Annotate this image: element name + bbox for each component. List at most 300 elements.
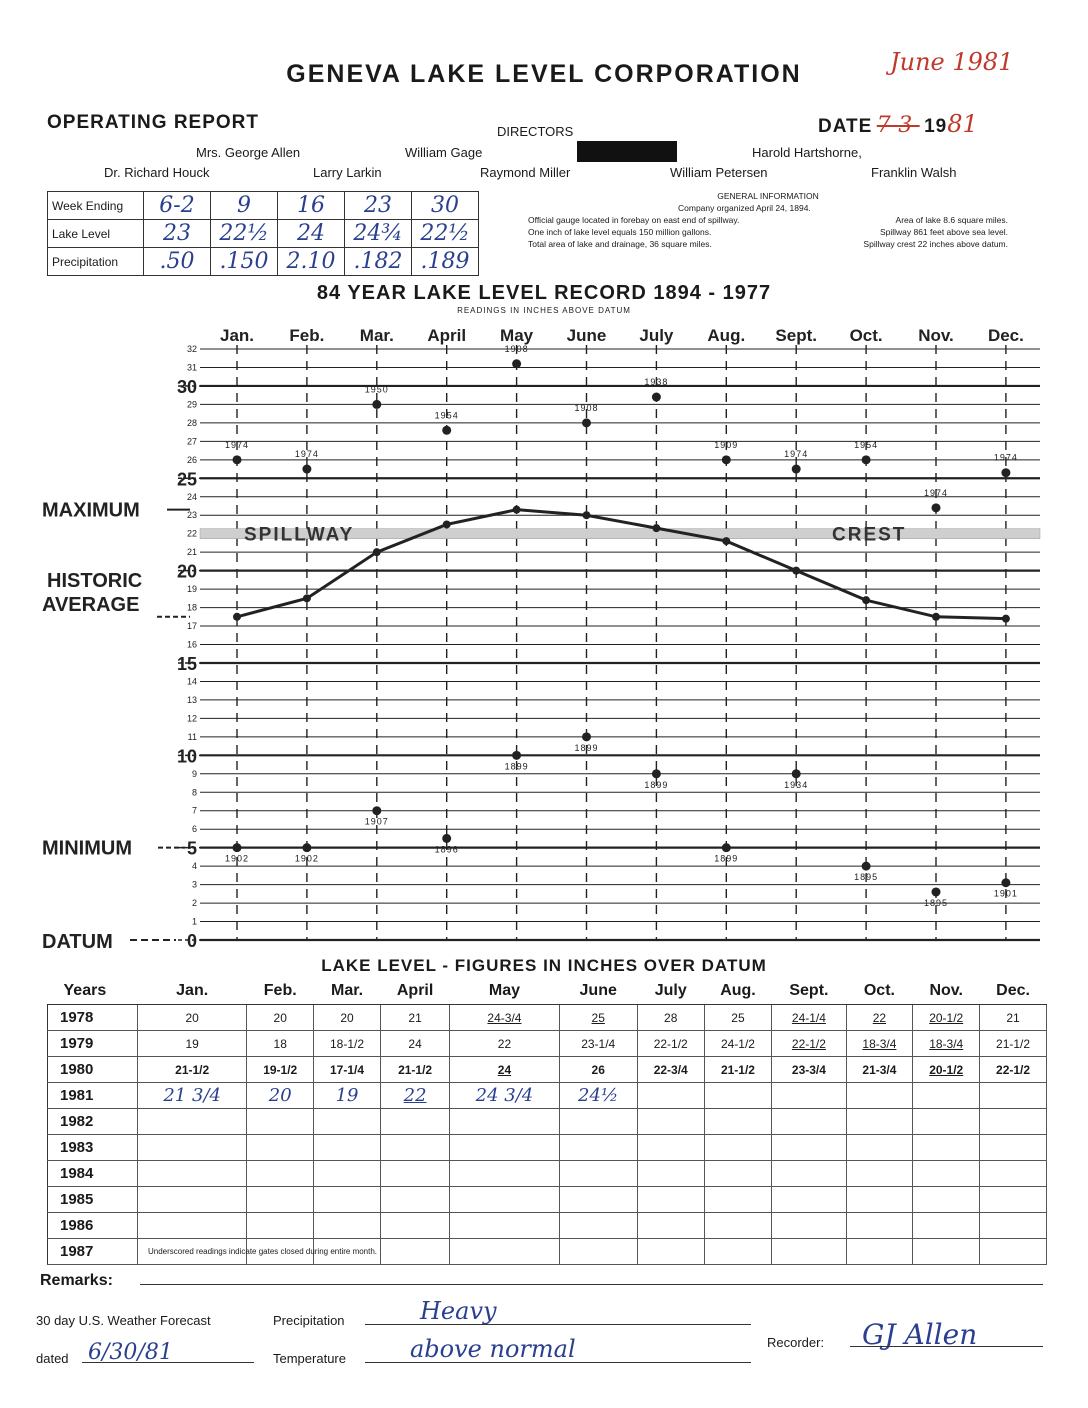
y-tick-label: 18 bbox=[186, 602, 197, 613]
level-value-cell: 18-3/4 bbox=[913, 1031, 980, 1057]
level-value-cell bbox=[559, 1239, 637, 1265]
record-low-year-label: 1895 bbox=[923, 897, 949, 908]
level-value-cell bbox=[559, 1187, 637, 1213]
level-value-cell bbox=[637, 1187, 704, 1213]
director-name: Harold Hartshorne, bbox=[752, 145, 862, 160]
record-low-point bbox=[862, 862, 871, 871]
level-value-cell bbox=[637, 1239, 704, 1265]
year-cell: 1978 bbox=[48, 1005, 138, 1031]
crest-label: CREST bbox=[832, 524, 907, 546]
level-value-cell bbox=[846, 1083, 913, 1109]
level-value-cell bbox=[704, 1109, 772, 1135]
level-cell: 22½ bbox=[211, 220, 278, 248]
month-label: Feb. bbox=[289, 326, 325, 345]
level-value-cell: 20 bbox=[314, 1005, 381, 1031]
level-value-cell bbox=[980, 1239, 1047, 1265]
level-value-cell bbox=[138, 1135, 247, 1161]
y-tick-label: 21 bbox=[186, 547, 197, 558]
average-point bbox=[373, 548, 381, 556]
y-tick-label: 24 bbox=[186, 491, 197, 502]
record-low-year-label: 1899 bbox=[574, 742, 599, 753]
level-value-cell bbox=[772, 1213, 846, 1239]
level-value-cell bbox=[846, 1109, 913, 1135]
level-value-cell bbox=[913, 1187, 980, 1213]
director-name: Raymond Miller bbox=[480, 165, 571, 180]
table-row bbox=[48, 1109, 1047, 1135]
y-tick-label: 31 bbox=[186, 362, 197, 373]
average-label: AVERAGE bbox=[42, 593, 140, 616]
y-tick-label: 29 bbox=[186, 399, 197, 410]
level-value-cell bbox=[380, 1135, 449, 1161]
record-high-point bbox=[372, 400, 381, 409]
record-low-year-label: 1901 bbox=[993, 888, 1018, 899]
level-value-cell: 21 bbox=[980, 1005, 1047, 1031]
month-header: Feb. bbox=[247, 978, 314, 1005]
date-year-prefix: 19 bbox=[924, 116, 948, 137]
level-value-cell bbox=[704, 1135, 772, 1161]
table-row bbox=[48, 1031, 1047, 1057]
average-point bbox=[303, 594, 311, 602]
level-value-cell bbox=[138, 1109, 247, 1135]
y-tick-label: 27 bbox=[186, 436, 197, 447]
level-value-cell: 24 bbox=[380, 1031, 449, 1057]
month-header: Jan. bbox=[138, 978, 247, 1005]
month-header: July bbox=[637, 978, 704, 1005]
level-value-cell bbox=[704, 1161, 772, 1187]
level-value-cell bbox=[980, 1161, 1047, 1187]
month-header: Mar. bbox=[314, 978, 381, 1005]
month-header: June bbox=[559, 978, 637, 1005]
maximum-label: MAXIMUM bbox=[42, 499, 140, 522]
recorder-line bbox=[850, 1346, 1043, 1347]
table-row bbox=[48, 1005, 1047, 1031]
date-label: DATE bbox=[818, 116, 873, 137]
level-value-cell: 20-1/2 bbox=[913, 1057, 980, 1083]
recorder-label: Recorder: bbox=[767, 1335, 825, 1350]
week-ending-label: Week Ending bbox=[48, 192, 144, 220]
level-value-cell bbox=[846, 1239, 913, 1265]
recorder-signature: GJ Allen bbox=[862, 1318, 978, 1351]
level-value-cell: 24-3/4 bbox=[450, 1005, 559, 1031]
precip-cell: .150 bbox=[211, 248, 278, 276]
level-value-cell bbox=[704, 1213, 772, 1239]
y-tick-label: 15 bbox=[176, 653, 197, 674]
record-low-point bbox=[932, 887, 941, 896]
level-value-cell bbox=[247, 1161, 314, 1187]
y-tick-label: 7 bbox=[191, 805, 197, 816]
director-name: Larry Larkin bbox=[313, 165, 382, 180]
record-high-point bbox=[862, 455, 871, 464]
level-value-cell bbox=[772, 1187, 846, 1213]
month-label: July bbox=[639, 326, 674, 345]
month-label: Nov. bbox=[918, 326, 954, 345]
page-title: GENEVA LAKE LEVEL CORPORATION bbox=[286, 60, 802, 88]
level-value-cell bbox=[314, 1161, 381, 1187]
record-high-year-label: 1974 bbox=[923, 487, 949, 498]
week-cell: 6-2 bbox=[144, 192, 211, 220]
record-high-point bbox=[792, 465, 801, 474]
month-label: May bbox=[500, 326, 534, 345]
average-point bbox=[1002, 615, 1010, 623]
y-tick-label: 13 bbox=[186, 694, 197, 705]
level-cell: 24 bbox=[278, 220, 345, 248]
average-point bbox=[583, 511, 591, 519]
record-low-year-label: 1934 bbox=[784, 779, 809, 790]
level-value-cell bbox=[380, 1161, 449, 1187]
month-header: May bbox=[450, 978, 559, 1005]
y-tick-label: 6 bbox=[191, 824, 197, 835]
level-value-cell: 21-1/2 bbox=[380, 1057, 449, 1083]
year-cell: 1987 bbox=[48, 1239, 138, 1265]
level-value-cell: 18 bbox=[247, 1031, 314, 1057]
level-value-cell: 18-1/2 bbox=[314, 1031, 381, 1057]
week-cell: 16 bbox=[278, 192, 345, 220]
record-low-point bbox=[442, 834, 451, 843]
underscore-footnote: Underscored readings indicate gates closed during entire month. bbox=[148, 1247, 378, 1256]
level-value-cell bbox=[247, 1109, 314, 1135]
y-tick-label: 9 bbox=[191, 768, 197, 779]
level-value-cell bbox=[637, 1213, 704, 1239]
level-value-cell: 22 bbox=[380, 1083, 449, 1109]
month-label: Jan. bbox=[219, 326, 255, 345]
month-label: April bbox=[427, 326, 467, 345]
month-header: Dec. bbox=[980, 978, 1047, 1005]
precip-cell: .182 bbox=[345, 248, 412, 276]
level-value-cell bbox=[314, 1213, 381, 1239]
forecast-temperature-value: above normal bbox=[410, 1335, 576, 1363]
y-tick-label: 0 bbox=[186, 931, 197, 951]
level-value-cell bbox=[704, 1187, 772, 1213]
record-low-point bbox=[1001, 878, 1010, 887]
level-value-cell: 21 3/4 bbox=[138, 1083, 247, 1109]
y-tick-label: 4 bbox=[191, 861, 197, 872]
level-value-cell: 25 bbox=[704, 1005, 772, 1031]
table-row bbox=[48, 1083, 1047, 1109]
year-cell: 1985 bbox=[48, 1187, 138, 1213]
week-cell: 30 bbox=[412, 192, 479, 220]
spillway-label: SPILLWAY bbox=[244, 524, 355, 546]
level-value-cell bbox=[380, 1109, 449, 1135]
level-value-cell bbox=[380, 1239, 449, 1265]
level-value-cell bbox=[980, 1135, 1047, 1161]
level-value-cell bbox=[247, 1135, 314, 1161]
level-value-cell bbox=[846, 1161, 913, 1187]
record-high-year-label: 1974 bbox=[294, 449, 319, 460]
average-point bbox=[722, 537, 730, 545]
level-value-cell bbox=[559, 1161, 637, 1187]
date-year-handwritten: 81 bbox=[947, 110, 978, 138]
month-label: Oct. bbox=[849, 326, 883, 345]
y-tick-label: 22 bbox=[186, 528, 197, 539]
level-cell: 22½ bbox=[412, 220, 479, 248]
director-name: William Gage bbox=[405, 145, 483, 160]
y-tick-label: 26 bbox=[186, 454, 197, 465]
level-value-cell bbox=[559, 1213, 637, 1239]
director-name: Dr. Richard Houck bbox=[104, 165, 210, 180]
level-value-cell bbox=[772, 1161, 846, 1187]
level-value-cell bbox=[704, 1239, 772, 1265]
y-tick-label: 1 bbox=[191, 916, 197, 927]
level-value-cell bbox=[772, 1109, 846, 1135]
level-value-cell bbox=[380, 1213, 449, 1239]
average-point bbox=[792, 567, 800, 575]
level-value-cell bbox=[913, 1161, 980, 1187]
record-low-point bbox=[233, 843, 242, 852]
lake-level-label: Lake Level bbox=[48, 220, 144, 248]
record-low-point bbox=[582, 732, 591, 741]
forecast-precipitation-value: Heavy bbox=[420, 1297, 497, 1325]
year-cell: 1980 bbox=[48, 1057, 138, 1083]
general-info-line: Spillway 861 feet above sea level. bbox=[879, 227, 1008, 237]
month-header: April bbox=[380, 978, 449, 1005]
record-high-year-label: 1974 bbox=[993, 452, 1018, 463]
precip-cell: .50 bbox=[144, 248, 211, 276]
y-tick-label: 25 bbox=[176, 469, 197, 490]
record-high-point bbox=[233, 455, 242, 464]
level-value-cell: 28 bbox=[637, 1005, 704, 1031]
level-value-cell bbox=[913, 1083, 980, 1109]
record-high-year-label: 1974 bbox=[224, 439, 250, 450]
level-value-cell bbox=[450, 1213, 559, 1239]
level-value-cell: 21-1/2 bbox=[138, 1057, 247, 1083]
director-name: William Petersen bbox=[670, 165, 768, 180]
level-value-cell: 22 bbox=[846, 1005, 913, 1031]
level-value-cell bbox=[314, 1187, 381, 1213]
level-value-cell: 23-1/4 bbox=[559, 1031, 637, 1057]
temperature-line bbox=[365, 1362, 751, 1363]
record-low-year-label: 1907 bbox=[364, 816, 389, 827]
level-value-cell: 23-3/4 bbox=[772, 1057, 846, 1083]
level-value-cell bbox=[846, 1135, 913, 1161]
level-value-cell bbox=[637, 1083, 704, 1109]
record-high-point bbox=[512, 359, 521, 368]
week-cell: 9 bbox=[211, 192, 278, 220]
level-value-cell: 21-1/2 bbox=[980, 1031, 1047, 1057]
level-value-cell bbox=[559, 1109, 637, 1135]
record-low-year-label: 1902 bbox=[294, 853, 319, 864]
level-value-cell: 24 3/4 bbox=[450, 1083, 559, 1109]
level-value-cell: 22-1/2 bbox=[980, 1057, 1047, 1083]
lake-level-table bbox=[47, 978, 1047, 1265]
dated-line bbox=[82, 1362, 254, 1363]
average-point bbox=[443, 520, 451, 528]
y-tick-label: 10 bbox=[176, 746, 197, 767]
level-value-cell: 21-1/2 bbox=[704, 1057, 772, 1083]
table-row bbox=[48, 1187, 1047, 1213]
operating-report-heading: OPERATING REPORT bbox=[47, 112, 259, 133]
record-high-point bbox=[932, 503, 941, 512]
level-value-cell bbox=[637, 1135, 704, 1161]
level-value-cell bbox=[380, 1187, 449, 1213]
month-header: Sept. bbox=[772, 978, 846, 1005]
level-value-cell bbox=[314, 1109, 381, 1135]
level-value-cell bbox=[138, 1213, 247, 1239]
average-point bbox=[932, 613, 940, 621]
general-info-line: Spillway crest 22 inches above datum. bbox=[863, 239, 1008, 249]
level-value-cell: 20 bbox=[138, 1005, 247, 1031]
year-cell: 1981 bbox=[48, 1083, 138, 1109]
month-header: Aug. bbox=[704, 978, 772, 1005]
record-high-point bbox=[442, 426, 451, 435]
average-point bbox=[862, 596, 870, 604]
level-value-cell: 20 bbox=[247, 1083, 314, 1109]
level-value-cell: 26 bbox=[559, 1057, 637, 1083]
y-tick-label: 2 bbox=[191, 898, 197, 909]
level-value-cell bbox=[450, 1187, 559, 1213]
level-value-cell: 17-1/4 bbox=[314, 1057, 381, 1083]
level-value-cell bbox=[913, 1239, 980, 1265]
forecast-label: 30 day U.S. Weather Forecast bbox=[36, 1313, 211, 1328]
level-value-cell: 24 bbox=[450, 1057, 559, 1083]
record-low-year-label: 1896 bbox=[434, 844, 459, 855]
level-value-cell bbox=[772, 1135, 846, 1161]
level-value-cell: 19-1/2 bbox=[247, 1057, 314, 1083]
level-value-cell bbox=[772, 1239, 846, 1265]
y-tick-label: 8 bbox=[191, 787, 197, 798]
level-value-cell bbox=[846, 1213, 913, 1239]
handwritten-date-note: June 1981 bbox=[890, 48, 1014, 76]
level-value-cell: 19 bbox=[314, 1083, 381, 1109]
year-cell: 1983 bbox=[48, 1135, 138, 1161]
average-point bbox=[513, 506, 521, 514]
datum-label: DATUM bbox=[42, 931, 113, 953]
general-info-line: Area of lake 8.6 square miles. bbox=[895, 215, 1008, 225]
table-row bbox=[48, 1135, 1047, 1161]
years-header: Years bbox=[48, 978, 138, 1005]
table-row bbox=[48, 1213, 1047, 1239]
week-cell: 23 bbox=[345, 192, 412, 220]
level-value-cell: 24-1/4 bbox=[772, 1005, 846, 1031]
month-label: Mar. bbox=[359, 326, 394, 345]
general-info-line: Company organized April 24, 1894. bbox=[678, 203, 811, 213]
table-row bbox=[48, 1057, 1047, 1083]
general-info-line: One inch of lake level equals 150 million gallons. bbox=[528, 227, 712, 237]
level-value-cell bbox=[450, 1239, 559, 1265]
level-value-cell: 21 bbox=[380, 1005, 449, 1031]
record-high-year-label: 1938 bbox=[644, 377, 669, 388]
directors-heading: DIRECTORS bbox=[497, 124, 574, 139]
record-low-year-label: 1899 bbox=[644, 779, 669, 790]
remarks-line bbox=[140, 1284, 1043, 1285]
general-info-heading: GENERAL INFORMATION bbox=[717, 191, 819, 201]
level-value-cell: 25 bbox=[559, 1005, 637, 1031]
table-row bbox=[48, 1161, 1047, 1187]
y-tick-label: 28 bbox=[186, 417, 197, 428]
level-value-cell bbox=[980, 1187, 1047, 1213]
level-value-cell bbox=[913, 1135, 980, 1161]
level-value-cell bbox=[314, 1135, 381, 1161]
y-tick-label: 17 bbox=[186, 621, 197, 632]
y-tick-label: 23 bbox=[186, 510, 197, 521]
level-value-cell bbox=[559, 1135, 637, 1161]
year-cell: 1982 bbox=[48, 1109, 138, 1135]
level-value-cell bbox=[637, 1161, 704, 1187]
record-high-point bbox=[582, 418, 591, 427]
general-info-line: Total area of lake and drainage, 36 square miles. bbox=[528, 239, 712, 249]
record-high-year-label: 1908 bbox=[574, 402, 599, 413]
month-label: Sept. bbox=[775, 326, 817, 345]
month-label: Aug. bbox=[707, 326, 746, 345]
y-tick-label: 14 bbox=[186, 676, 197, 687]
record-low-point bbox=[302, 843, 311, 852]
record-low-point bbox=[792, 769, 801, 778]
level-value-cell bbox=[138, 1187, 247, 1213]
month-label: Dec. bbox=[987, 326, 1024, 345]
chart-subtitle: READINGS IN INCHES ABOVE DATUM bbox=[457, 306, 631, 315]
record-low-year-label: 1895 bbox=[854, 872, 879, 883]
y-tick-label: 30 bbox=[176, 376, 197, 397]
year-cell: 1979 bbox=[48, 1031, 138, 1057]
level-value-cell: 22 bbox=[450, 1031, 559, 1057]
level-value-cell bbox=[247, 1187, 314, 1213]
level-value-cell: 22-1/2 bbox=[772, 1031, 846, 1057]
year-cell: 1986 bbox=[48, 1213, 138, 1239]
precipitation-label: Precipitation bbox=[48, 248, 144, 276]
record-low-year-label: 1899 bbox=[504, 761, 529, 772]
record-high-point bbox=[652, 393, 661, 402]
level-value-cell bbox=[846, 1187, 913, 1213]
level-cell: 23 bbox=[144, 220, 211, 248]
record-low-point bbox=[652, 769, 661, 778]
level-value-cell: 20 bbox=[247, 1005, 314, 1031]
level-value-cell: 19 bbox=[138, 1031, 247, 1057]
forecast-temperature-label: Temperature bbox=[273, 1351, 346, 1366]
level-value-cell: 22-3/4 bbox=[637, 1057, 704, 1083]
level-value-cell bbox=[980, 1109, 1047, 1135]
average-point bbox=[233, 613, 241, 621]
minimum-label: MINIMUM bbox=[42, 837, 132, 860]
record-low-year-label: 1899 bbox=[714, 853, 739, 864]
record-low-point bbox=[722, 843, 731, 852]
chart-title: 84 YEAR LAKE LEVEL RECORD 1894 - 1977 bbox=[316, 282, 772, 304]
dated-label: dated bbox=[36, 1351, 69, 1366]
month-header: Oct. bbox=[846, 978, 913, 1005]
level-cell: 24¾ bbox=[345, 220, 412, 248]
level-value-cell bbox=[704, 1083, 772, 1109]
y-tick-label: 32 bbox=[186, 344, 197, 354]
year-cell: 1984 bbox=[48, 1161, 138, 1187]
y-tick-label: 5 bbox=[186, 838, 197, 859]
level-value-cell: 24½ bbox=[559, 1083, 637, 1109]
level-value-cell bbox=[247, 1213, 314, 1239]
y-tick-label: 19 bbox=[186, 584, 197, 595]
record-high-point bbox=[1001, 468, 1010, 477]
record-low-point bbox=[512, 751, 521, 760]
level-value-cell bbox=[637, 1109, 704, 1135]
director-name: Franklin Walsh bbox=[871, 165, 957, 180]
record-high-year-label: 1909 bbox=[714, 439, 739, 450]
level-value-cell bbox=[772, 1083, 846, 1109]
record-high-year-label: 1974 bbox=[784, 449, 809, 460]
level-value-cell bbox=[913, 1109, 980, 1135]
record-low-year-label: 1902 bbox=[224, 853, 250, 864]
date-struck-value: 7-3- bbox=[876, 113, 920, 138]
level-value-cell bbox=[980, 1213, 1047, 1239]
level-value-cell bbox=[450, 1109, 559, 1135]
historic-label: HISTORIC bbox=[47, 569, 143, 592]
month-label: June bbox=[566, 326, 607, 345]
table-title: LAKE LEVEL - FIGURES IN INCHES OVER DATUM bbox=[321, 956, 767, 975]
precipitation-line bbox=[365, 1324, 751, 1325]
month-header: Nov. bbox=[913, 978, 980, 1005]
level-value-cell: 22-1/2 bbox=[637, 1031, 704, 1057]
y-tick-label: 3 bbox=[191, 879, 197, 890]
level-value-cell bbox=[450, 1135, 559, 1161]
record-high-point bbox=[722, 455, 731, 464]
level-value-cell bbox=[450, 1161, 559, 1187]
y-tick-label: 20 bbox=[176, 561, 197, 582]
record-low-point bbox=[372, 806, 381, 815]
